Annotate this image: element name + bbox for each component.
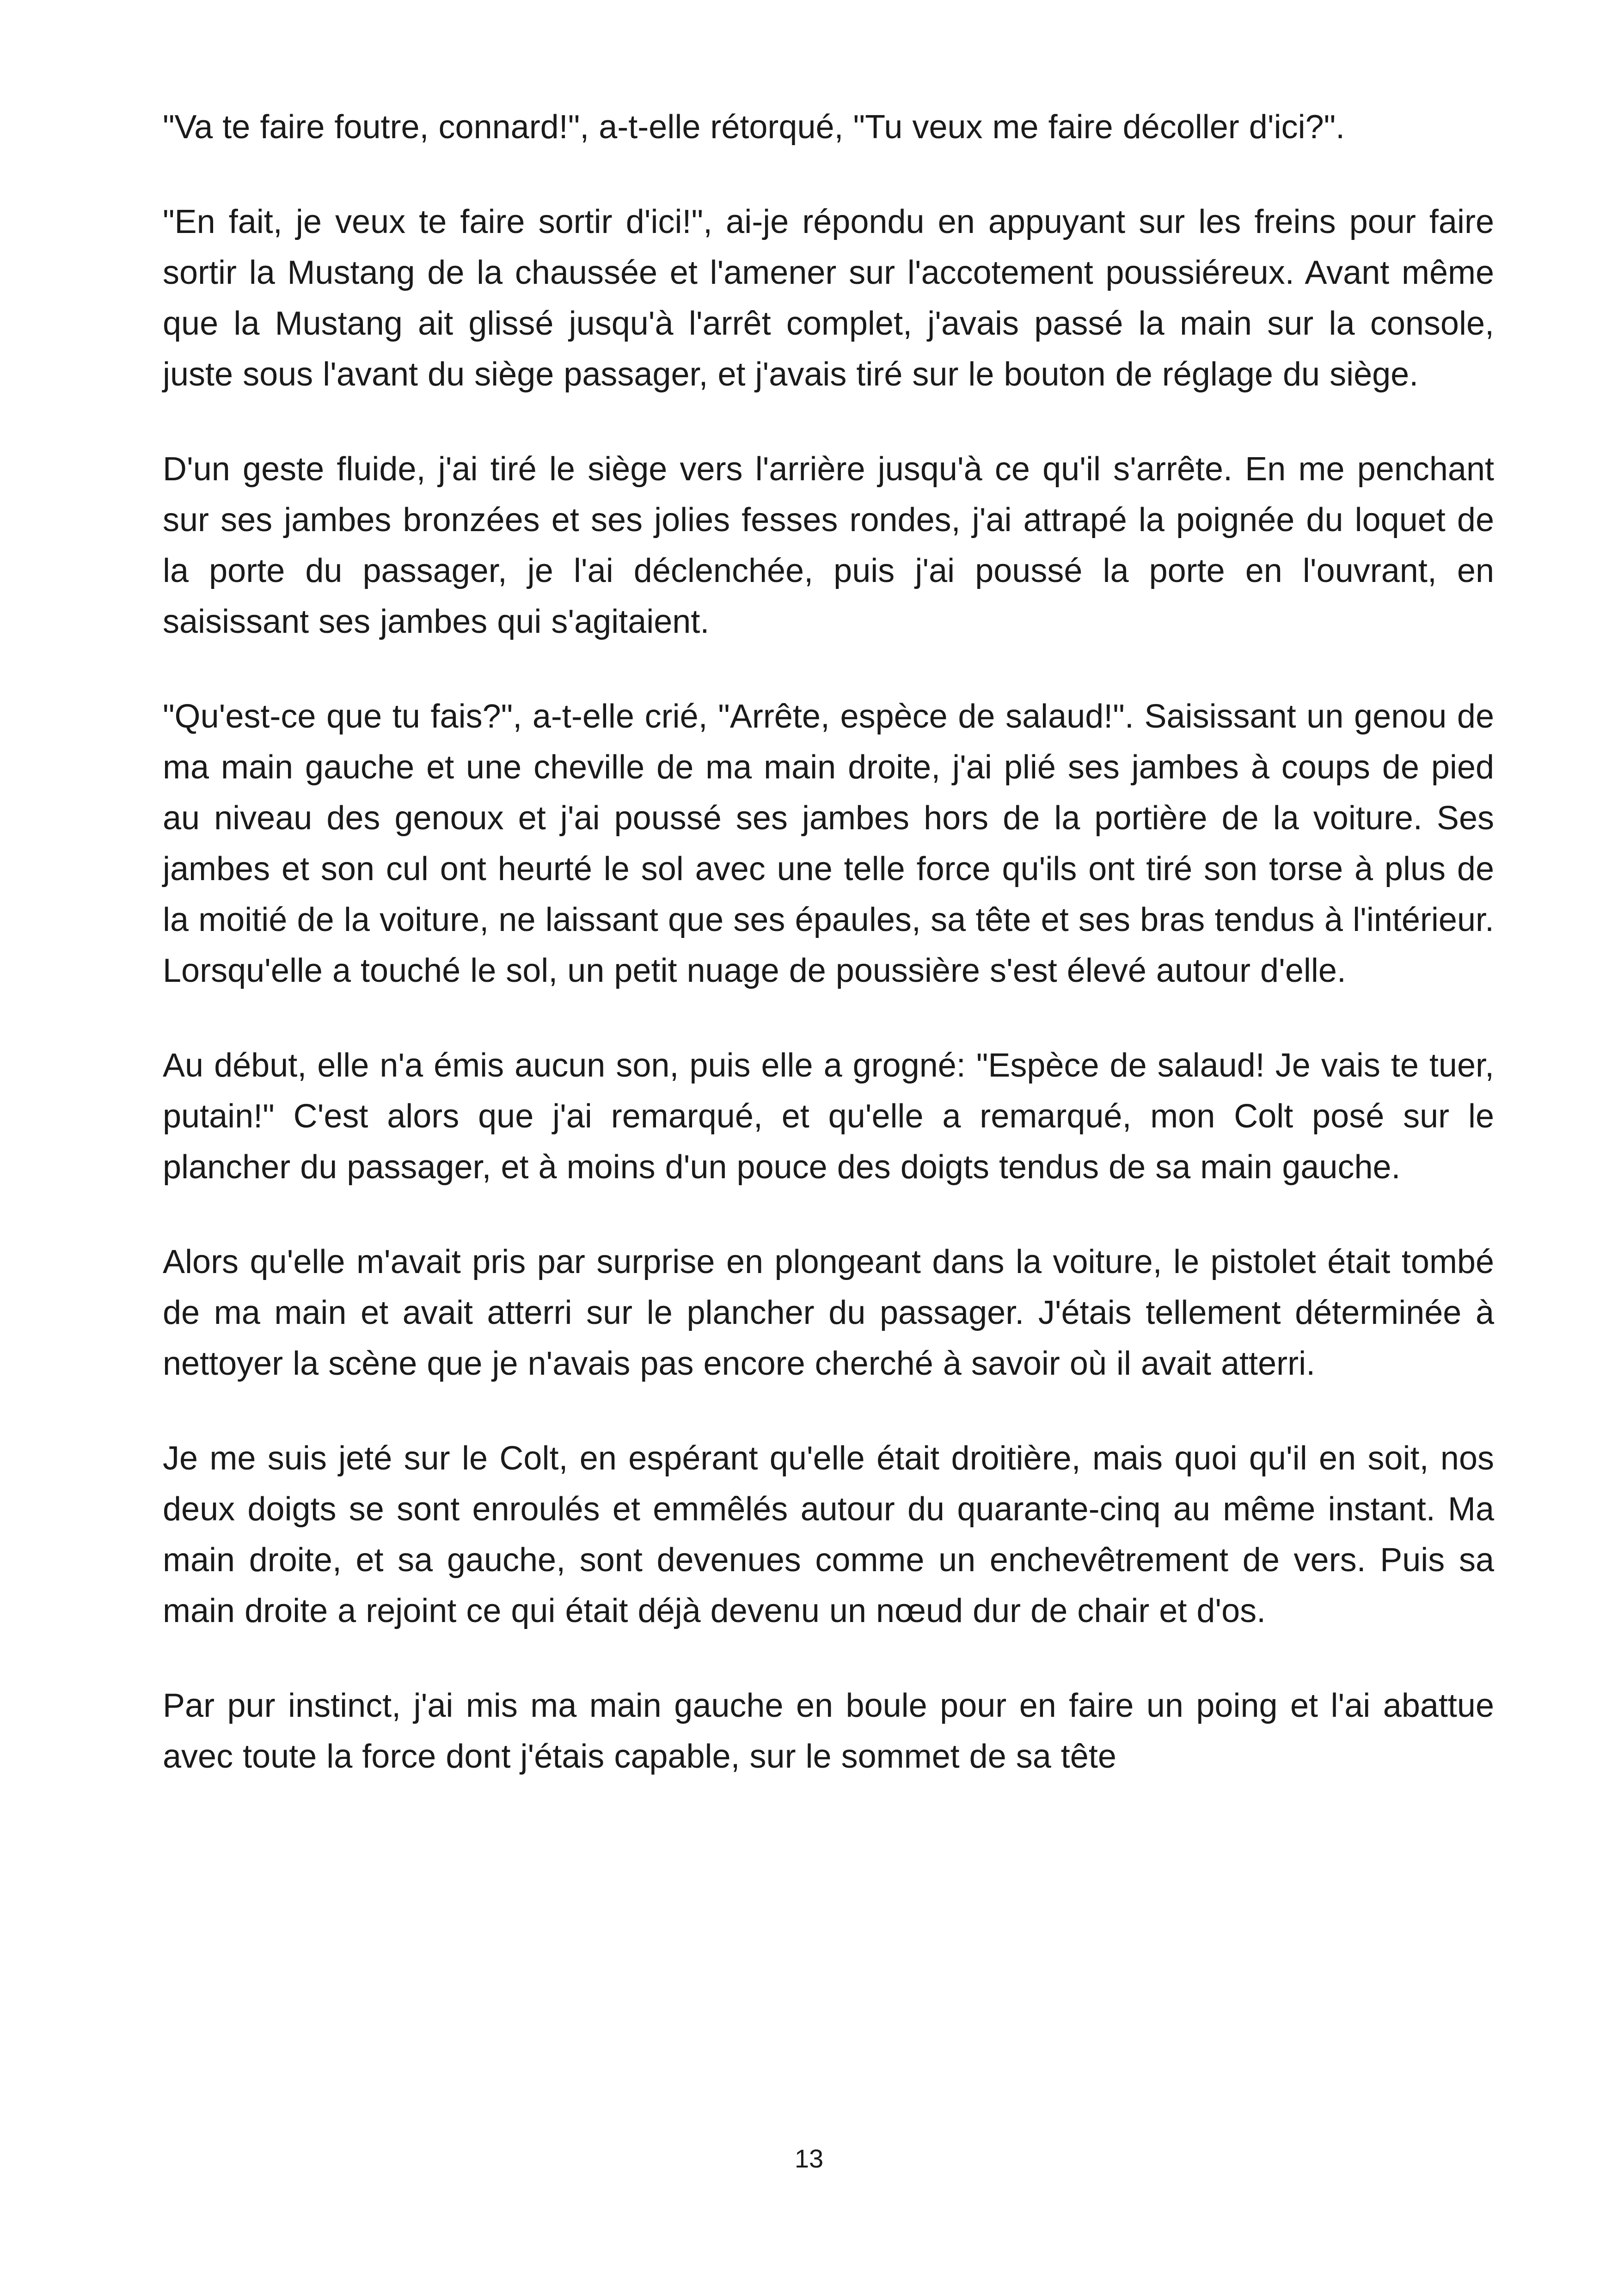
- paragraph-7: Je me suis jeté sur le Colt, en espérant qu'elle était droitière, mais quoi qu'il en soit, nos deux doigts se sont enroulés et emmêlés autour du quarante-cinq au même instant. Ma main droite, et sa gauche, sont devenues comme un enchevêtrement de vers. Puis sa main droite a rejoint ce qui était déjà devenu un nœud dur de chair et d'os.: [163, 1440, 1494, 1629]
- paragraph-6: Alors qu'elle m'avait pris par surprise en plongeant dans la voiture, le pistolet était tombé de ma main et avait atterri sur le plancher du passager. J'étais tellement déterminée à nettoyer la scène que je n'avais pas encore cherché à savoir où il avait atterri.: [163, 1243, 1494, 1382]
- paragraph-2: "En fait, je veux te faire sortir d'ici!", ai-je répondu en appuyant sur les freins pour faire sortir la Mustang de la chaussée et l'amener sur l'accotement poussiéreux. Avant même que la Mustang ait glissé jusqu'à l'arrêt complet, j'avais passé la main sur la console, juste sous l'avant du siège passager, et j'avais tiré sur le bouton de réglage du siège.: [163, 203, 1494, 393]
- paragraph-3: D'un geste fluide, j'ai tiré le siège vers l'arrière jusqu'à ce qu'il s'arrête. En me penchant sur ses jambes bronzées et ses jolies fesses rondes, j'ai attrapé la poignée du loquet de la porte du passager, je l'ai déclenchée, puis j'ai poussé la porte en l'ouvrant, en saisissant ses jambes qui s'agitaient.: [163, 451, 1494, 640]
- paragraph-1: "Va te faire foutre, connard!", a-t-elle rétorqué, "Tu veux me faire décoller d'ici?".: [163, 109, 1345, 146]
- page-number: 13: [794, 2144, 824, 2173]
- paragraph-5: Au début, elle n'a émis aucun son, puis elle a grogné: "Espèce de salaud! Je vais te tuer, putain!" C'est alors que j'ai remarqué, et qu'elle a remarqué, mon Colt posé sur le plancher du passager, et à moins d'un pouce des doigts tendus de sa main gauche.: [163, 1047, 1494, 1186]
- paragraph-4: "Qu'est-ce que tu fais?", a-t-elle crié, "Arrête, espèce de salaud!". Saisissant un genou de ma main gauche et une cheville de ma main droite, j'ai plié ses jambes à coups de pied au niveau des genoux et j'ai poussé ses jambes hors de la portière de la voiture. Ses jambes et son cul ont heurté le sol avec une telle force qu'ils ont tiré son torse à plus de la moitié de la voiture, ne laissant que ses épaules, sa tête et ses bras tendus à l'intérieur. Lorsqu'elle a touché le sol, un petit nuage de poussière s'est élevé autour d'elle.: [163, 698, 1494, 989]
- text-body: [163, 102, 1494, 1826]
- paragraph-8: Par pur instinct, j'ai mis ma main gauche en boule pour en faire un poing et l'ai abattue avec toute la force dont j'étais capable, sur le sommet de sa tête: [163, 1687, 1494, 1775]
